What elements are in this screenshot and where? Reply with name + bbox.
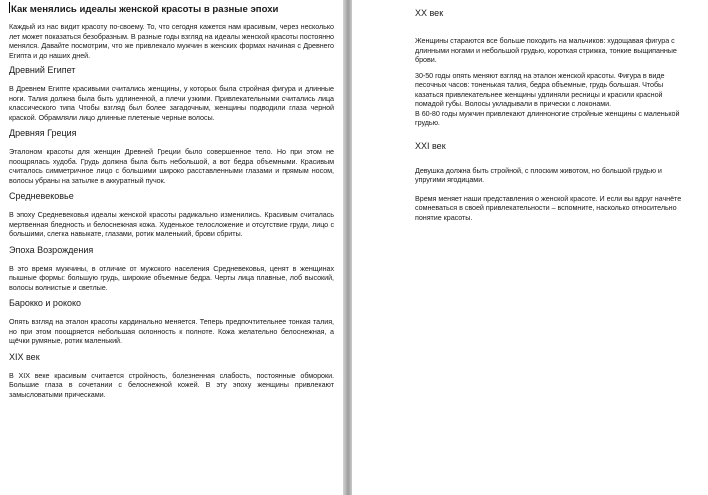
section-heading-greece: Древняя Греция [9,128,77,138]
section-heading-renaissance: Эпоха Возрождения [9,244,94,255]
right-page-content [415,0,688,228]
left-page-content [9,0,334,404]
section-text-20th-century-3: В 60-80 годы мужчин привлекают длинноногие стройные женщины с маленькой грудью. [415,108,680,127]
section-text-21st-century-2: Время меняет наши представления о женской красоте. И если вы вдруг начнёте сомневаться в своей привлекательности – вспомните, насколько относительно понятие красоты. [415,193,682,222]
section-heading-21st-century: XXI век [415,140,446,151]
document-title-text: Как менялись идеалы женской красоты в разные эпохи [11,4,279,15]
intro-paragraph: Каждый из нас видит красоту по-своему. То, что сегодня кажется нам красивым, через несколько лет может показаться безобразным. В разные годы взгляд на идеалы женской красоты постоянно менялся. Давайте посмотрим, что же привлекало мужчин в женских формах начиная с Древнего Египта и до наших дней. [9,22,334,60]
section-text-egypt: В Древнем Египте красивыми считались женщины, у которых была стройная фигура и длинные ноги. Талия должна была быть удлиненной, а плечи узкими. Привлекательными считались лица классического типа Чтобы взгляд был более загадочным, женщины подводили глаза черной краской. Обрамляли лицо длинные плетеные черные волосы. [9,84,334,122]
section-text-baroque: Опять взгляд на эталон красоты кардинально меняется. Теперь предпочтительнее тонкая талия, но при этом поощряется небольшая склонность к полноте. Кожа желательно белоснежная, а щёчки румяные, ротик маленький. [9,317,334,345]
section-text-20th-century-2: 30-50 годы опять меняют взгляд на эталон женской красоты. Фигура в виде песочных часов: тоненькая талия, бедра объемные, грудь большая. Чтобы казаться привлекательнее женщины удлиняли ресницы и красили красной помадой губы. Волосы укладывали в прически с локонами. [415,70,665,108]
section-text-20th-century-1: Женщины стараются все больше походить на мальчиков: худощавая фигура с длинными ногами и небольшой грудью, короткая стрижка, тонкие выщипанные брови. [415,36,677,64]
section-heading-baroque: Барокко и рококо [9,298,82,308]
section-heading-19th-century: XIX век [9,351,40,362]
section-text-renaissance: В это время мужчины, в отличие от мужского населения Средневековья, ценят в женщинах пышные формы: большую грудь, широкие объемные бедра. Черты лица плавные, лоб высокий, волосы волнистые и светлые. [9,263,334,292]
section-text-middle-ages: В эпоху Средневековья идеалы женской красоты радикально изменились. Красивым считалась мертвенная бледность и белоснежная кожа. Худенькое телосложение и отсутствие груди, лицо с большими, слегка навыкате, глазами, ротик маленький, брови сбриты. [9,210,334,238]
section-heading-20th-century: XX век [415,8,444,18]
section-heading-middle-ages: Средневековье [9,191,74,201]
document-title [9,2,334,16]
right-page [352,0,708,495]
page-gutter [343,0,352,495]
section-text-21st-century-1: Девушка должна быть стройной, с плоским животом, но большой грудью и упругими ягодицами. [415,165,662,184]
section-heading-egypt: Древний Египет [9,65,76,75]
section-text-19th-century: В XIX веке красивым считается стройность, болезненная слабость, постоянные обмороки. Большие глаза в сочетании с белоснежной кожей. В эту эпоху женщины привлекают замысловатыми прическами. [9,370,334,399]
section-text-greece: Эталоном красоты для женщин Древней Греции было совершенное тело. Но при этом не поощрялась худоба. Грудь должна была быть небольшой, а вот бедра объемными. Красивым считалось симметричное лицо с большими широко расставленными глазами и прямым носом, волосы убраны на затылке в аккуратный пучок. [9,147,334,185]
text-cursor [9,2,10,13]
left-page [0,0,343,495]
